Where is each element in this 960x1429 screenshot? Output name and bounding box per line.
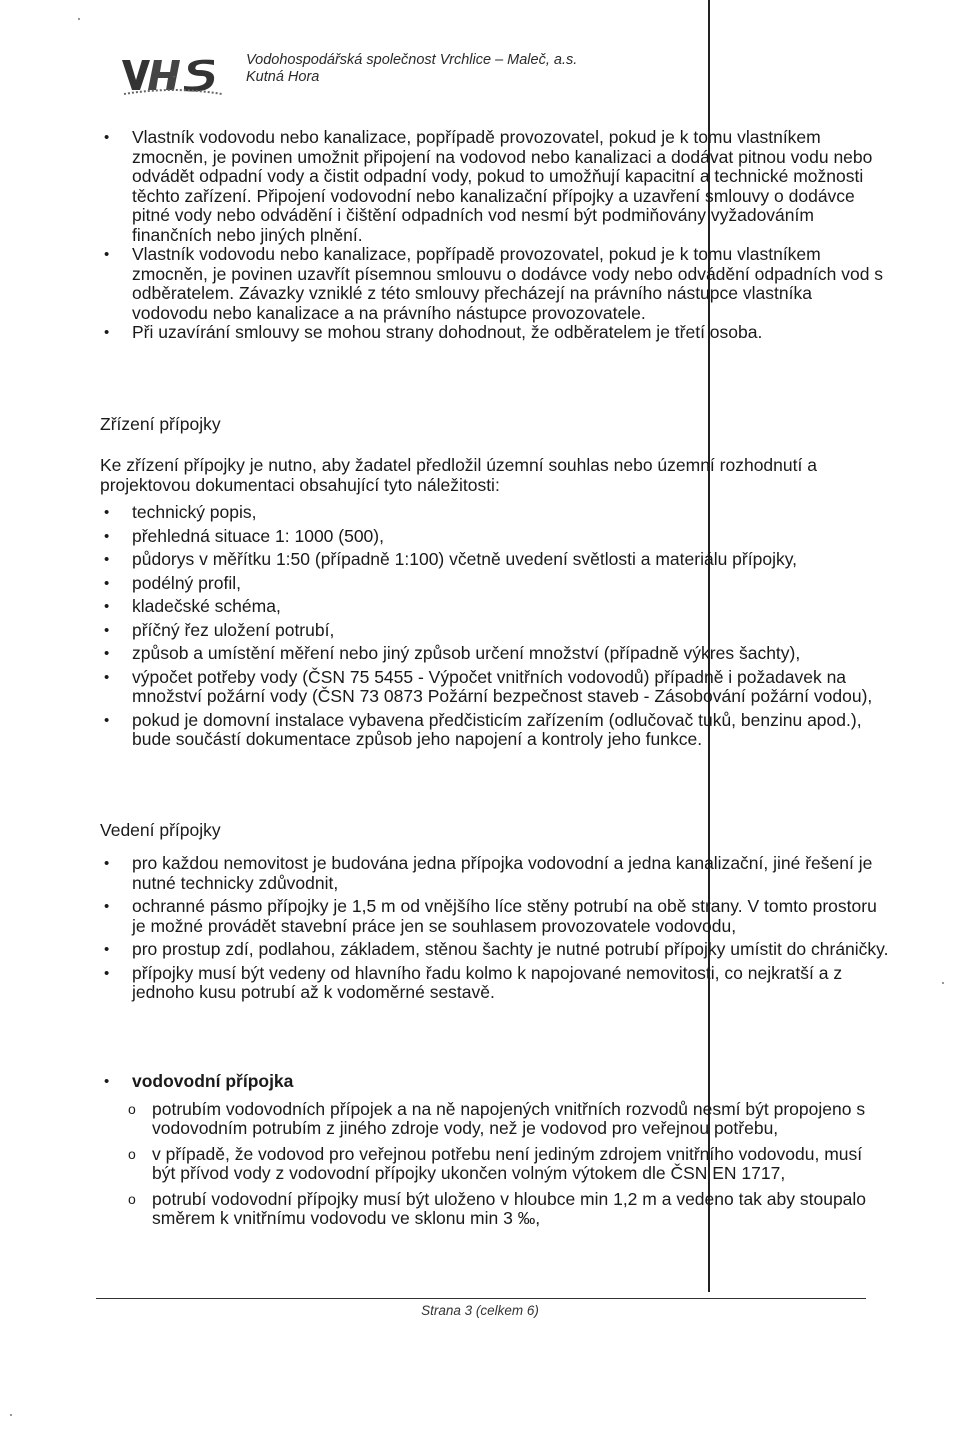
list-item: • Vlastník vodovodu nebo kanalizace, popřípadě provozovatel, pokud je k tomu vlastníkem zmocněn, je povinen umožnit připojení na vodovod nebo kanalizaci a dodávat pitnou vodu nebo odvádět odpadní vody a čistit odpadní vody, pokud to umožňují kapacitní a technické možnosti těchto zařízení. Připojení vodovodní nebo kanalizační přípojky a uzavření smlouvy o dodávce pitné vody nebo odvádění i čištění odpadních vod nesmí být podmiňovány vyžadováním finančních nebo jiných plnění. bbox=[104, 127, 873, 245]
intro-bullet-list bbox=[100, 128, 890, 343]
list-item: • technický popis, bbox=[104, 502, 257, 522]
section-heading: Vedení přípojky bbox=[100, 820, 221, 840]
list-item: • půdorys v měřítku 1:50 (případně 1:100) včetně uvedení světlosti a materiálu přípojky, bbox=[104, 549, 798, 569]
company-line-1: Vodohospodářská společnost Vrchlice – Maleč, a.s. bbox=[246, 52, 578, 68]
list-item: • přehledná situace 1: 1000 (500), bbox=[104, 525, 384, 546]
vodovodni-heading-list bbox=[100, 1072, 890, 1092]
svg-text:VHS: VHS bbox=[173, 77, 176, 78]
list-item: • přípojky musí být vedeny od hlavního řadu kolmo k napojované nemovitosti, co nejkratší a z jednoho kusu potrubí až k vodoměrné sestavě. bbox=[104, 962, 843, 1002]
company-logo bbox=[118, 50, 228, 98]
footer-rule bbox=[96, 1298, 866, 1299]
zrizeni-section bbox=[100, 414, 890, 750]
requirements-list bbox=[100, 503, 890, 750]
list-item: • podélný profil, bbox=[104, 572, 241, 593]
company-line-2: Kutná Hora bbox=[246, 69, 320, 85]
list-item: • pokud je domovní instalace vybavena předčisticím zařízením (odlučovač tuků, benzinu apod.), bude součástí dokumentace způsob jeho napojení a kontroly jeho funkce. bbox=[104, 709, 862, 749]
list-item: o v případě, že vodovod pro veřejnou potřebu není jediným zdrojem vnitřního vodovodu, musí být přívod vody z vodovodní přípojky ukončen volným výtokem dle ČSN EN 1717, bbox=[128, 1143, 863, 1183]
scan-speck bbox=[78, 18, 80, 20]
section-intro: Ke zřízení přípojky je nutno, aby žadatel předložil územní souhlas nebo územní rozhodnutí a projektovou dokumentaci obsahující tyto náležitosti: bbox=[100, 455, 817, 495]
section-heading: vodovodní přípojka bbox=[132, 1071, 294, 1091]
company-name bbox=[246, 52, 666, 86]
list-item: • pro každou nemovitost je budována jedna přípojka vodovodní a jedna kanalizační, jiné řešení je nutné technicky zdůvodnit, bbox=[104, 853, 873, 893]
vedeni-list bbox=[100, 854, 890, 1003]
vodovodni-sub-list bbox=[100, 1100, 890, 1229]
list-item: • Při uzavírání smlouvy se mohou strany dohodnout, že odběratelem je třetí osoba. bbox=[104, 322, 763, 342]
list-item: • vodovodní přípojka bbox=[104, 1071, 294, 1091]
vodovodni-section bbox=[100, 1072, 890, 1229]
list-item: • výpočet potřeby vody (ČSN 75 5455 - Výpočet vnitřních vodovodů) případně i požadavek na množství požární vody (ČSN 73 0873 Požární bezpečnost staveb - Zásobování požární vodou), bbox=[104, 666, 873, 706]
vedeni-section bbox=[100, 820, 890, 1003]
list-item: • příčný řez uložení potrubí, bbox=[104, 619, 335, 640]
scan-speck bbox=[10, 1414, 12, 1416]
list-item: • kladečské schéma, bbox=[104, 596, 281, 616]
list-item: o potrubí vodovodní přípojky musí být uloženo v hloubce min 1,2 m a vedeno tak aby stoupalo směrem k vnitřnímu vodovodu ve sklonu min 3 ‰, bbox=[128, 1188, 867, 1228]
list-item: o potrubím vodovodních přípojek a na ně napojených vnitřních rozvodů nesmí být propojeno s vodovodním potrubím z jiného zdroje vody, než je vodovod pro veřejnou potřebu, bbox=[128, 1098, 866, 1138]
list-item: • způsob a umístění měření nebo jiný způsob určení množství (případně výkres šachty), bbox=[104, 643, 801, 663]
scan-speck bbox=[942, 982, 944, 984]
list-item: • pro prostup zdí, podlahou, základem, stěnou šachty je nutné potrubí přípojky umístit do chráničky. bbox=[104, 939, 889, 959]
intro-section bbox=[100, 128, 890, 343]
list-item: • ochranné pásmo přípojky je 1,5 m od vnějšího líce stěny potrubí na obě strany. V tomto prostoru je možné provádět stavební práce jen se souhlasem provozovatele vodovodu, bbox=[104, 896, 877, 936]
page-number: Strana 3 (celkem 6) bbox=[421, 1303, 539, 1318]
list-item: • Vlastník vodovodu nebo kanalizace, popřípadě provozovatel, pokud je k tomu vlastníkem zmocněn, je povinen uzavřít písemnou smlouvu o dodávce vody nebo odvádění odpadních vod s odběratelem. Závazky vzniklé z této smlouvy přecházejí na právního nástupce vlastníka vodovodu nebo kanalizace a na právního nástupce provozovatele. bbox=[104, 244, 884, 323]
section-heading: Zřízení přípojky bbox=[100, 414, 221, 434]
